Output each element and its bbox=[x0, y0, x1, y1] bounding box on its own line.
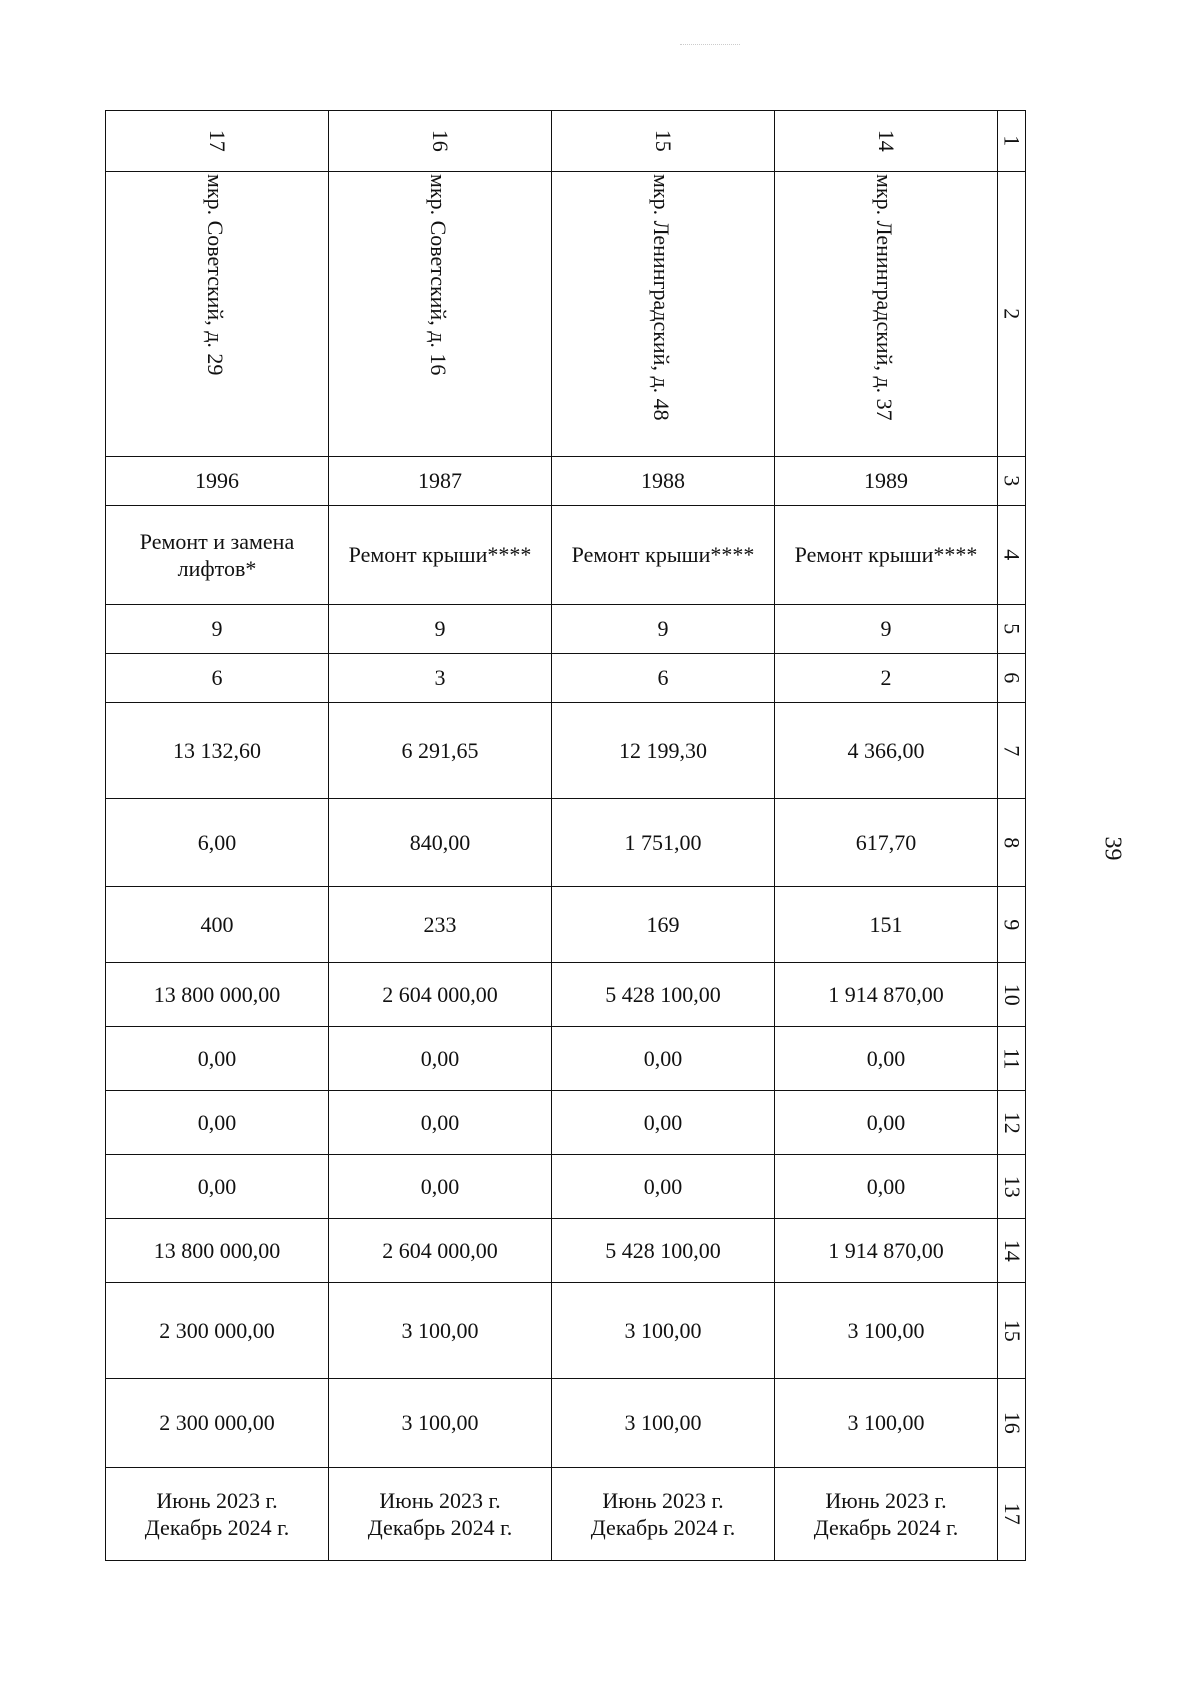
year-cell: 1996 bbox=[106, 457, 329, 506]
value-cell: 2 604 000,00 bbox=[329, 1219, 552, 1283]
table-row bbox=[106, 1379, 1026, 1468]
period-cell bbox=[552, 1468, 775, 1561]
value-cell: 0,00 bbox=[106, 1155, 329, 1219]
value-cell: 0,00 bbox=[106, 1027, 329, 1091]
address-cell: мкр. Ленинградский, д. 48 bbox=[552, 172, 775, 457]
period-end: Декабрь 2024 г. bbox=[144, 1515, 290, 1540]
table-row bbox=[106, 654, 1026, 703]
value-cell: 6 291,65 bbox=[329, 703, 552, 799]
value-cell: 2 300 000,00 bbox=[106, 1283, 329, 1379]
period-end: Декабрь 2024 г. bbox=[813, 1515, 959, 1540]
seq-cell: 16 bbox=[329, 111, 552, 172]
value-cell: 617,70 bbox=[775, 799, 998, 887]
value-cell: 6,00 bbox=[106, 799, 329, 887]
work-type-cell: Ремонт и замена лифтов* bbox=[106, 506, 329, 605]
data-table bbox=[105, 110, 1026, 1561]
table-row bbox=[106, 1027, 1026, 1091]
period-start: Июнь 2023 г. bbox=[825, 1487, 947, 1513]
column-number: 7 bbox=[998, 703, 1026, 799]
value-cell: 1 751,00 bbox=[552, 799, 775, 887]
value-cell: 2 300 000,00 bbox=[106, 1379, 329, 1468]
table-row bbox=[106, 111, 1026, 172]
column-number: 3 bbox=[998, 457, 1026, 506]
value-cell: 3 100,00 bbox=[329, 1379, 552, 1468]
value-cell: 233 bbox=[329, 887, 552, 963]
column-number: 14 bbox=[998, 1219, 1026, 1283]
value-cell: 9 bbox=[106, 605, 329, 654]
value-cell: 3 100,00 bbox=[329, 1283, 552, 1379]
table-row bbox=[106, 1283, 1026, 1379]
table-row bbox=[106, 605, 1026, 654]
address-cell: мкр. Советский, д. 29 bbox=[106, 172, 329, 457]
value-cell: 13 800 000,00 bbox=[106, 1219, 329, 1283]
value-cell: 0,00 bbox=[106, 1091, 329, 1155]
page-number: 39 bbox=[1099, 836, 1126, 861]
column-number: 8 bbox=[998, 799, 1026, 887]
column-number: 16 bbox=[998, 1379, 1026, 1468]
value-cell: 151 bbox=[775, 887, 998, 963]
period-start: Июнь 2023 г. bbox=[602, 1487, 724, 1513]
value-cell: 9 bbox=[552, 605, 775, 654]
address-cell: мкр. Ленинградский, д. 37 bbox=[775, 172, 998, 457]
column-number: 6 bbox=[998, 654, 1026, 703]
column-number: 13 bbox=[998, 1155, 1026, 1219]
value-cell: 0,00 bbox=[775, 1091, 998, 1155]
value-cell: 0,00 bbox=[552, 1091, 775, 1155]
value-cell: 1 914 870,00 bbox=[775, 1219, 998, 1283]
value-cell: 0,00 bbox=[329, 1027, 552, 1091]
value-cell: 0,00 bbox=[775, 1027, 998, 1091]
year-cell: 1987 bbox=[329, 457, 552, 506]
column-number: 10 bbox=[998, 963, 1026, 1027]
value-cell: 400 bbox=[106, 887, 329, 963]
value-cell: 6 bbox=[552, 654, 775, 703]
value-cell: 0,00 bbox=[552, 1155, 775, 1219]
table-row bbox=[106, 506, 1026, 605]
year-cell: 1989 bbox=[775, 457, 998, 506]
work-type-cell: Ремонт крыши**** bbox=[775, 506, 998, 605]
value-cell: 3 100,00 bbox=[552, 1283, 775, 1379]
work-type-cell: Ремонт крыши**** bbox=[552, 506, 775, 605]
scan-artifact bbox=[680, 44, 740, 45]
table-row bbox=[106, 887, 1026, 963]
work-type-cell: Ремонт крыши**** bbox=[329, 506, 552, 605]
table-row bbox=[106, 172, 1026, 457]
period-cell bbox=[106, 1468, 329, 1561]
table-row bbox=[106, 1219, 1026, 1283]
column-number: 4 bbox=[998, 506, 1026, 605]
value-cell: 13 800 000,00 bbox=[106, 963, 329, 1027]
column-number: 15 bbox=[998, 1283, 1026, 1379]
period-end: Декабрь 2024 г. bbox=[590, 1515, 736, 1540]
value-cell: 3 100,00 bbox=[775, 1379, 998, 1468]
value-cell: 5 428 100,00 bbox=[552, 963, 775, 1027]
value-cell: 12 199,30 bbox=[552, 703, 775, 799]
period-start: Июнь 2023 г. bbox=[156, 1487, 278, 1513]
address-cell: мкр. Советский, д. 16 bbox=[329, 172, 552, 457]
value-cell: 169 bbox=[552, 887, 775, 963]
column-number: 2 bbox=[998, 172, 1026, 457]
table-row bbox=[106, 1468, 1026, 1561]
value-cell: 13 132,60 bbox=[106, 703, 329, 799]
seq-cell: 15 bbox=[552, 111, 775, 172]
year-cell: 1988 bbox=[552, 457, 775, 506]
value-cell: 6 bbox=[106, 654, 329, 703]
column-number: 12 bbox=[998, 1091, 1026, 1155]
repair-schedule-table bbox=[105, 110, 1025, 1560]
value-cell: 0,00 bbox=[552, 1027, 775, 1091]
table-row bbox=[106, 799, 1026, 887]
column-number: 17 bbox=[998, 1468, 1026, 1561]
period-end: Декабрь 2024 г. bbox=[367, 1515, 513, 1540]
value-cell: 0,00 bbox=[329, 1155, 552, 1219]
value-cell: 1 914 870,00 bbox=[775, 963, 998, 1027]
period-cell bbox=[329, 1468, 552, 1561]
period-cell bbox=[775, 1468, 998, 1561]
value-cell: 9 bbox=[775, 605, 998, 654]
column-number: 9 bbox=[998, 887, 1026, 963]
table-row bbox=[106, 703, 1026, 799]
column-number: 11 bbox=[998, 1027, 1026, 1091]
value-cell: 0,00 bbox=[775, 1155, 998, 1219]
value-cell: 0,00 bbox=[329, 1091, 552, 1155]
table-row bbox=[106, 963, 1026, 1027]
value-cell: 2 bbox=[775, 654, 998, 703]
value-cell: 2 604 000,00 bbox=[329, 963, 552, 1027]
value-cell: 840,00 bbox=[329, 799, 552, 887]
value-cell: 3 100,00 bbox=[775, 1283, 998, 1379]
column-number: 5 bbox=[998, 605, 1026, 654]
value-cell: 3 bbox=[329, 654, 552, 703]
table-row bbox=[106, 1091, 1026, 1155]
value-cell: 9 bbox=[329, 605, 552, 654]
period-start: Июнь 2023 г. bbox=[379, 1487, 501, 1513]
seq-cell: 17 bbox=[106, 111, 329, 172]
seq-cell: 14 bbox=[775, 111, 998, 172]
value-cell: 5 428 100,00 bbox=[552, 1219, 775, 1283]
table-row bbox=[106, 1155, 1026, 1219]
value-cell: 4 366,00 bbox=[775, 703, 998, 799]
column-number: 1 bbox=[998, 111, 1026, 172]
table-row bbox=[106, 457, 1026, 506]
value-cell: 3 100,00 bbox=[552, 1379, 775, 1468]
